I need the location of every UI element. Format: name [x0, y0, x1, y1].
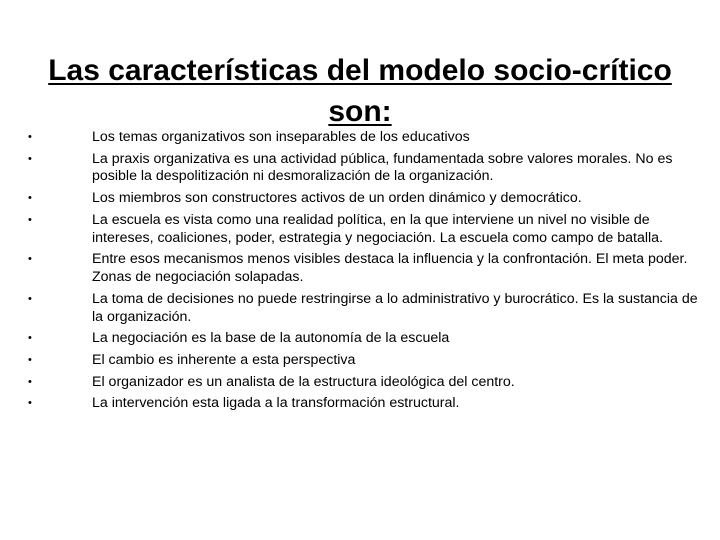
bullet-icon: • — [28, 192, 32, 205]
list-item — [28, 129, 698, 147]
list-item — [28, 374, 698, 392]
list-item — [28, 190, 698, 208]
list-item — [28, 251, 698, 287]
bullet-text: La escuela es vista como una realidad política, en la que interviene un nivel no visible de intereses, coaliciones, poder, estrategia y negociación. La escuela como campo de batalla. — [92, 211, 663, 246]
list-item — [28, 330, 698, 348]
bullet-text: La negociación es la base de la autonomía de la escuela — [92, 330, 450, 347]
bullet-text: El cambio es inherente a esta perspectiva — [92, 352, 356, 368]
bullet-icon: • — [28, 354, 32, 366]
bullet-text: La toma de decisiones no puede restringirse a lo administrativo y burocrático. Es la sustancia de la organización. — [92, 290, 698, 325]
bullet-text: La praxis organizativa es una actividad pública, fundamentada sobre valores morales. No es posible la despolitización ni desmoralización de la organización. — [92, 150, 673, 185]
slide-title-line-1: Las características del modelo socio-crítico — [48, 54, 672, 88]
bullet-icon: • — [28, 152, 32, 165]
list-item — [28, 352, 698, 370]
bullet-icon: • — [28, 292, 32, 305]
bullet-icon: • — [28, 213, 32, 226]
bullet-text: El organizador es un analista de la estructura ideológica del centro. — [92, 373, 515, 390]
slide-title — [30, 50, 690, 132]
list-item — [28, 395, 698, 413]
bullet-text: La intervención esta ligada a la transformación estructural. — [92, 395, 460, 412]
bullet-text: Entre esos mecanismos menos visibles destaca la influencia y la confrontación. El meta poder. Zonas de negociación solapadas. — [92, 251, 688, 286]
slide-title-line-2: son: — [328, 95, 392, 129]
list-item — [28, 212, 698, 248]
list-item — [28, 291, 698, 327]
bullet-icon: • — [28, 253, 32, 266]
bullet-list — [28, 129, 698, 417]
bullet-icon: • — [28, 397, 32, 410]
bullet-text: Los temas organizativos son inseparables de los educativos — [92, 129, 470, 145]
bullet-icon: • — [28, 131, 32, 143]
list-item — [28, 151, 698, 187]
bullet-text: Los miembros son constructores activos de un orden dinámico y democrático. — [92, 190, 582, 207]
bullet-icon: • — [28, 332, 32, 345]
bullet-icon: • — [28, 375, 32, 388]
